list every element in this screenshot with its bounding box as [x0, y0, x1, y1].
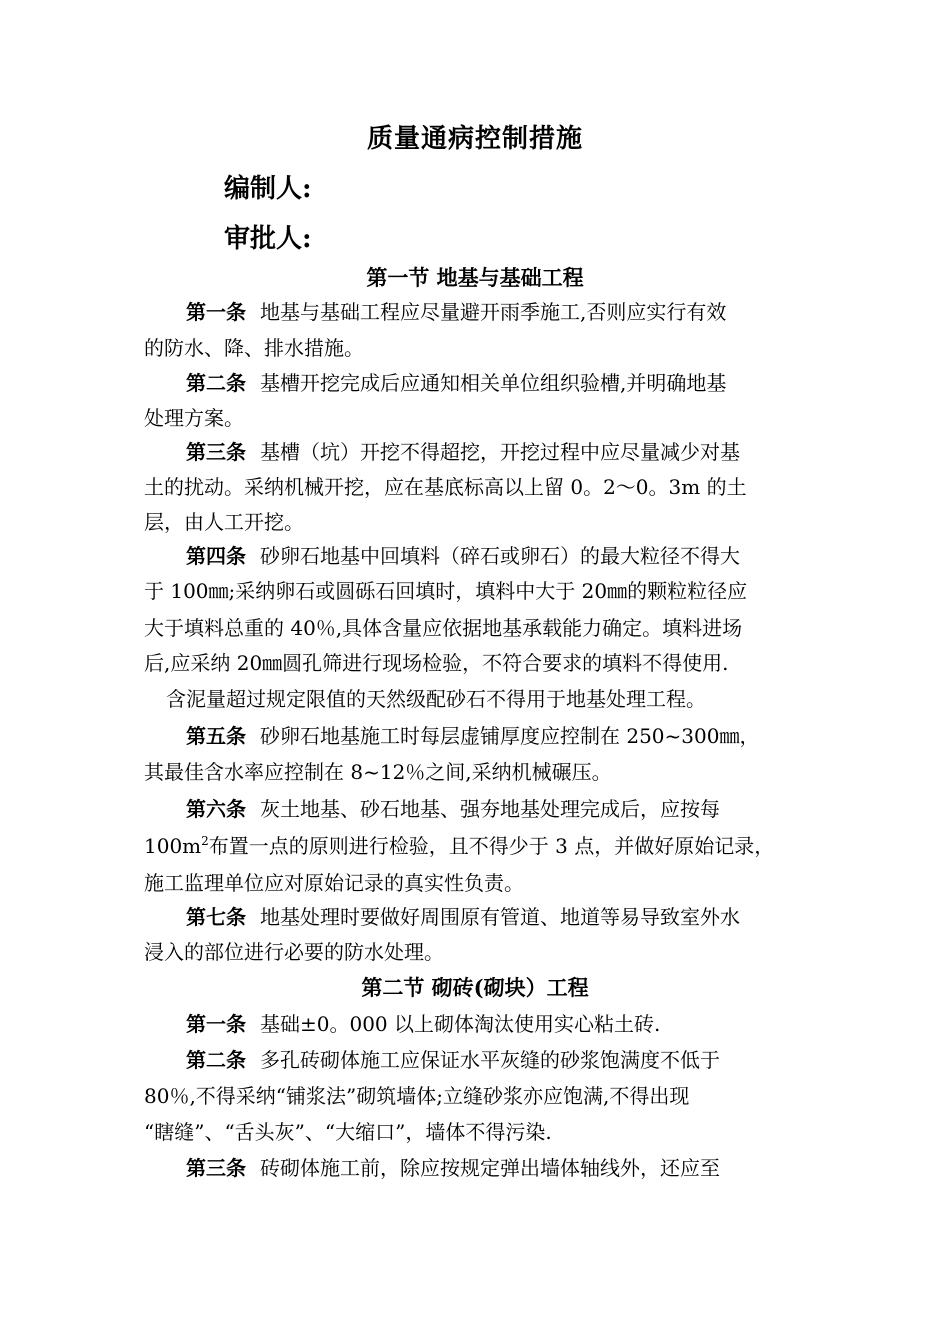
article-line: 土的扰动。采纳机械开挖，应在基底标高以上留 0。2～0。3m 的土 — [144, 475, 747, 499]
article-line: 第二条 基槽开挖完成后应通知相关单位组织验槽,并明确地基 — [186, 371, 727, 395]
article-line: 后,应采纳 20㎜圆孔筛进行现场检验，不符合要求的填料不得使用. — [144, 651, 729, 675]
article-label: 第一条 — [186, 300, 246, 324]
document-title: 质量通病控制措施 — [366, 124, 583, 154]
article-line: 第六条 灰土地基、砂石地基、强夯地基处理完成后，应按每 — [186, 797, 720, 821]
article-line: 浸入的部位进行必要的防水处理。 — [144, 940, 444, 964]
article-label: 第四条 — [186, 544, 246, 568]
article-line: 第三条 砖砌体施工前，除应按规定弹出墙体轴线外，还应至 — [186, 1156, 720, 1180]
article-line: 处理方案。 — [144, 406, 244, 430]
article-line: 其最佳含水率应控制在 8~12％之间,采纳机械碾压。 — [144, 760, 612, 784]
article-line: 第四条 砂卵石地基中回填料（碎石或卵石）的最大粒径不得大 — [186, 544, 740, 568]
article-line: 施工监理单位应对原始记录的真实性负责。 — [144, 871, 524, 895]
article-line: 含泥量超过规定限值的天然级配砂石不得用于地基处理工程。 — [166, 687, 706, 711]
article-line: 层，由人工开挖。 — [144, 510, 304, 534]
article-line: 第三条 基槽（坑）开挖不得超挖，开挖过程中应尽量减少对基 — [186, 440, 740, 464]
section-heading-2: 第二节 砌砖(砌块）工程 — [361, 975, 589, 1000]
article-label: 第六条 — [186, 797, 246, 821]
article-line: 的防水、降、排水措施。 — [144, 336, 364, 360]
article-label: 第二条 — [186, 371, 246, 395]
section-heading-1: 第一节 地基与基础工程 — [366, 265, 584, 290]
article-label: 第三条 — [186, 1156, 246, 1180]
approved-by-label: 审批人: — [224, 224, 312, 254]
article-line: 第七条 地基处理时要做好周围原有管道、地道等易导致室外水 — [186, 905, 740, 929]
prepared-by-label: 编制人: — [224, 174, 312, 204]
article-line: “瞎缝”、“舌头灰”、“大缩口”，墙体不得污染. — [144, 1120, 552, 1144]
article-label: 第五条 — [186, 724, 246, 748]
article-label: 第二条 — [186, 1048, 246, 1072]
article-line: $100m^2$布置一点的原则进行检验，且不得少于 3 点，并做好原始记录， — [144, 834, 775, 858]
article-label: 第三条 — [186, 440, 246, 464]
article-line: 第一条 基础±0。000 以上砌体淘汰使用实心粘土砖. — [186, 1012, 661, 1036]
article-line: 第五条 砂卵石地基施工时每层虚铺厚度应控制在 250~300㎜， — [186, 724, 760, 748]
article-line: 第二条 多孔砖砌体施工应保证水平灰缝的砂浆饱满度不低于 — [186, 1048, 720, 1072]
article-line: 于 100㎜;采纳卵石或圆砾石回填时，填料中大于 20㎜的颗粒粒径应 — [144, 579, 748, 603]
article-line: 80％,不得采纳“铺浆法”砌筑墙体;立缝砂浆亦应饱满,不得出现 — [144, 1084, 690, 1108]
article-line: 第一条 地基与基础工程应尽量避开雨季施工,否则应实行有效 — [186, 300, 727, 324]
article-line: 大于填料总重的 40％,具体含量应依据地基承载能力确定。填料进场 — [144, 616, 743, 640]
article-label: 第一条 — [186, 1012, 246, 1036]
article-label: 第七条 — [186, 905, 246, 929]
